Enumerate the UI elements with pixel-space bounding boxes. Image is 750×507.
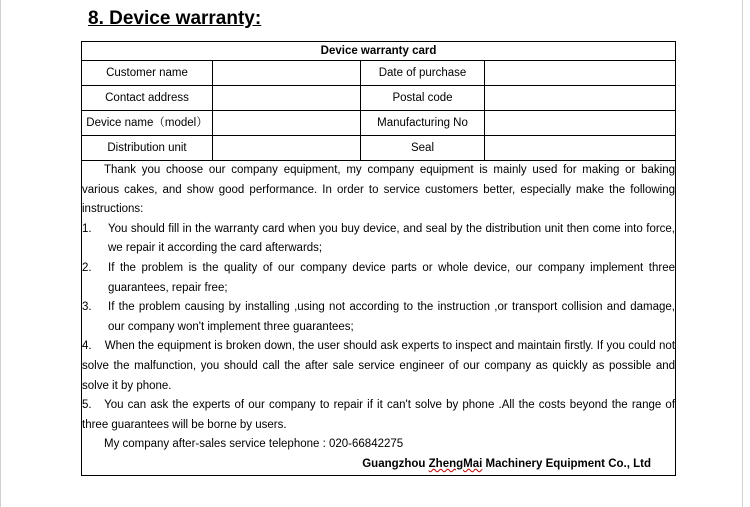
warranty-card-table	[81, 41, 676, 476]
intro-paragraph: Thank you choose our company equipment, my company equipment is mainly used for making or baking various cakes, and show good performance. In order to service customers better, especially make the following instructions:	[82, 164, 676, 216]
instruction-paragraph-4	[82, 337, 675, 396]
item-number: 1.	[82, 222, 92, 235]
company-name-part3: Machinery Equipment Co., Ltd	[482, 457, 652, 470]
contact-address-field[interactable]	[213, 86, 361, 111]
item-number: 3.	[82, 301, 92, 314]
company-name-part1: Guangzhou	[362, 457, 429, 470]
item-text: You should fill in the warranty card when you buy device, and seal by the distribution unit then come into force, we repair it according the card afterwards;	[108, 222, 676, 255]
page-edge-left	[0, 0, 1, 507]
customer-name-label: Customer name	[82, 61, 213, 86]
device-name-field[interactable]	[213, 111, 361, 136]
card-row-distribution	[82, 136, 676, 161]
distribution-unit-field[interactable]	[213, 136, 361, 161]
postal-code-field[interactable]	[485, 86, 676, 111]
instruction-paragraph-5	[82, 396, 675, 435]
card-row-device	[82, 111, 676, 136]
date-of-purchase-field[interactable]	[485, 61, 676, 86]
page-edge-right	[742, 0, 743, 507]
card-title: Device warranty card	[82, 42, 676, 61]
instructions-row	[82, 161, 676, 476]
para4-text: When the equipment is broken down, the user should ask experts to inspect and maintain firstly. If you could not solve the malfunction, you should call the after sale service engineer of our company as quickly as possible and solve it by phone.	[82, 340, 676, 392]
seal-label: Seal	[361, 136, 485, 161]
service-telephone: My company after-sales service telephone : 020-66842275	[104, 438, 404, 451]
para4-number: 4.	[82, 340, 92, 353]
customer-name-field[interactable]	[213, 61, 361, 86]
postal-code-label: Postal code	[361, 86, 485, 111]
device-name-label: Device name（model）	[82, 111, 213, 136]
manufacturing-no-field[interactable]	[485, 111, 676, 136]
company-name-zhengmai: ZhengMai	[428, 457, 483, 470]
section-heading: 8. Device warranty:	[88, 8, 262, 29]
card-row-customer	[82, 61, 676, 86]
para5-number: 5.	[82, 399, 92, 412]
item-text: If the problem causing by installing ,using not according to the instruction ,or transport collision and damage, our company won't implement three guarantees;	[108, 301, 676, 333]
company-name	[82, 455, 675, 475]
item-text: If the problem is the quality of our company device parts or whole device, our company implement three guarantees, repair free;	[108, 261, 676, 294]
date-of-purchase-label: Date of purchase	[361, 61, 485, 86]
distribution-unit-label: Distribution unit	[82, 136, 213, 161]
instructions-cell	[82, 161, 676, 476]
item-number: 2.	[82, 261, 92, 274]
contact-address-label: Contact address	[82, 86, 213, 111]
card-title-row	[82, 42, 676, 61]
manufacturing-no-label: Manufacturing No	[361, 111, 485, 136]
instruction-item-1	[82, 220, 675, 259]
instruction-item-3	[82, 298, 675, 337]
instruction-item-2	[82, 259, 675, 298]
card-row-contact	[82, 86, 676, 111]
seal-field[interactable]	[485, 136, 676, 161]
para5-text: You can ask the experts of our company to repair if it can't solve by phone .All the costs beyond the range of three guarantees will be borne by users.	[82, 399, 676, 431]
